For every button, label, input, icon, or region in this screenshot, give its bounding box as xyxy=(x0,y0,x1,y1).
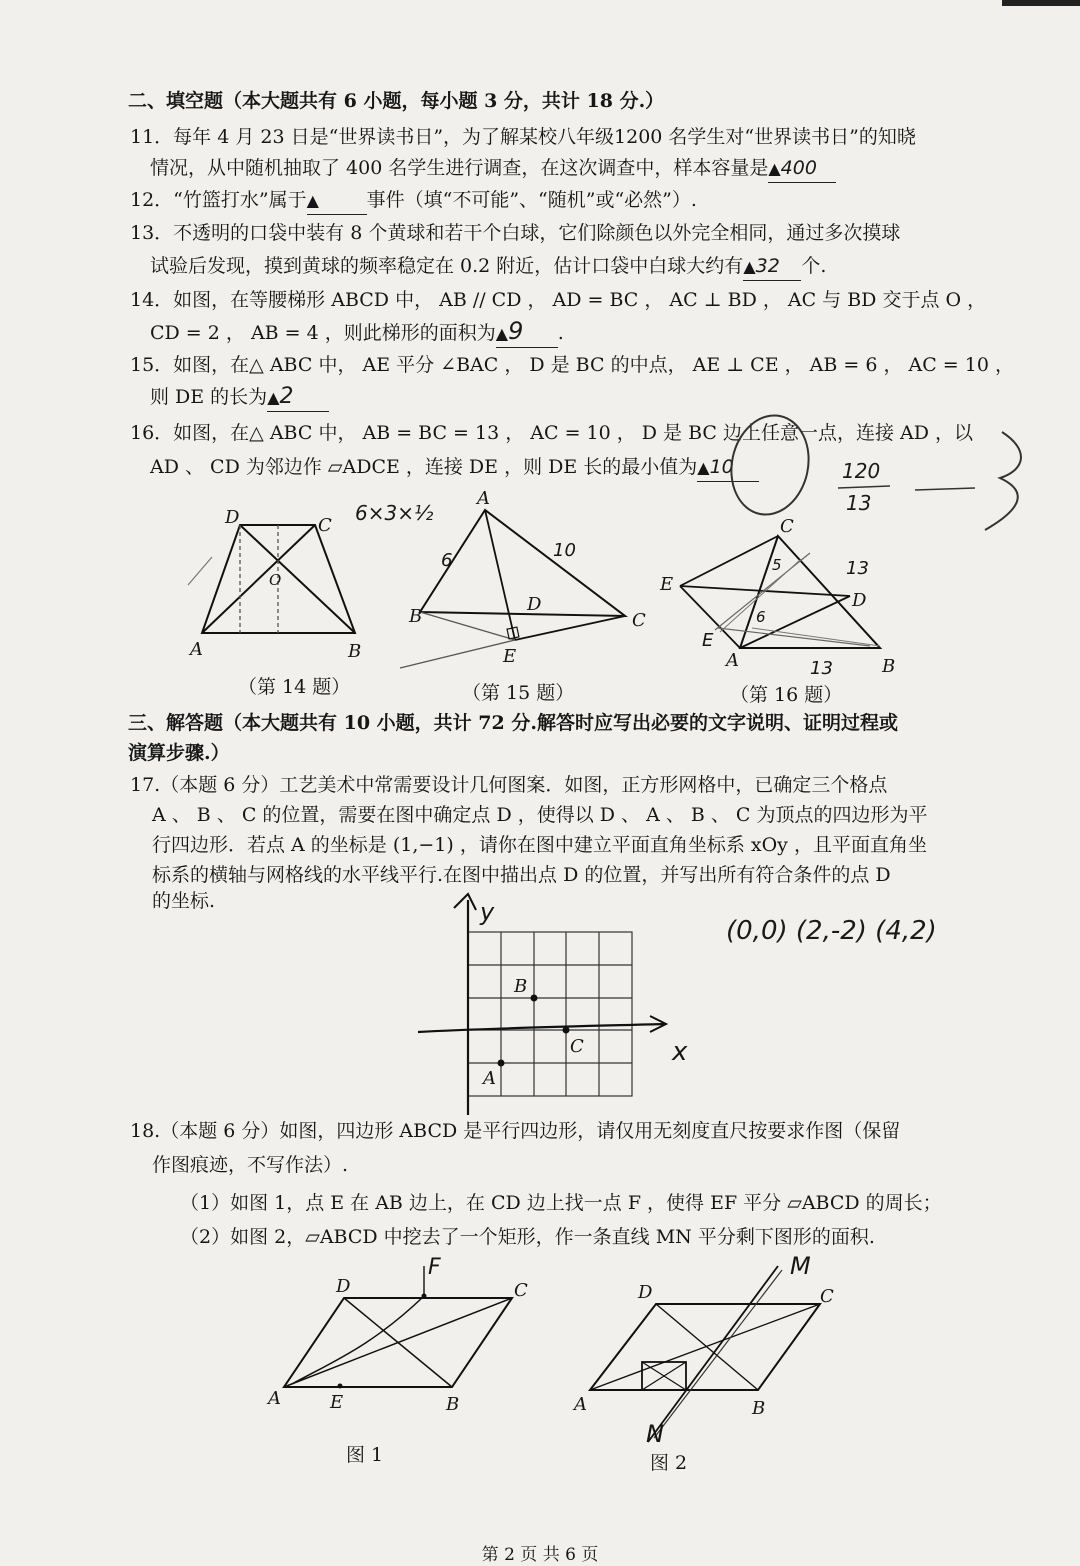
label-A: A xyxy=(190,639,203,660)
q14-text: CD = 2 ， AB = 4 ，则此梯形的面积为 xyxy=(150,322,496,344)
label-M-handwritten: M xyxy=(790,1252,811,1280)
q13-line1: 13．不透明的口袋中装有 8 个黄球和若干个白球，它们除颜色以外完全相同，通过多次摸球 xyxy=(130,222,901,244)
answer-triangle: ▲ xyxy=(743,257,756,276)
q17-line3: 行四边形．若点 A 的坐标是 (1,−1) ，请你在图中建立平面直角坐标系 xOy ，且平面直角坐 xyxy=(152,834,927,856)
q13-text-post: 个. xyxy=(801,255,827,277)
label-O: O xyxy=(269,571,282,589)
answer-triangle: ▲ xyxy=(768,159,781,178)
page-footer: 第 2 页 共 6 页 xyxy=(481,1545,599,1565)
label-C: C xyxy=(570,1036,584,1057)
q11-line1: 11．每年 4 月 23 日是“世界读书日”，为了解某校八年级1200 名学生对“世界读书日”的知晓 xyxy=(130,126,916,148)
label-E: E xyxy=(330,1392,344,1413)
q18-part2: （2）如图 2，▱ABCD 中挖去了一个矩形，作一条直线 MN 平分剩下图形的面积. xyxy=(180,1226,875,1248)
figure-14-trapezoid xyxy=(160,505,380,675)
answer-triangle: ▲ xyxy=(495,324,509,343)
q13-handwritten-answer: 32 xyxy=(755,255,780,277)
label-E: E xyxy=(660,574,674,595)
q17-line4: 标系的横轴与网格线的水平线平行.在图中描出点 D 的位置，并写出所有符合条件的点 D xyxy=(152,864,891,886)
label-D: D xyxy=(638,1282,653,1303)
caption-figure-14: （第 14 题） xyxy=(238,676,351,698)
label-B: B xyxy=(409,606,423,627)
label-A: A xyxy=(268,1388,281,1409)
label-D: D xyxy=(852,590,867,611)
q17-handwritten-answer: (0,0) (2,-2) (4,2) xyxy=(726,916,937,946)
label-B: B xyxy=(348,641,362,662)
q15-text: 则 DE 的长为 xyxy=(150,386,268,408)
section-heading-answer: 三、解答题（本大题共有 10 小题，共计 72 分.解答时应写出必要的文字说明、证明过程或 xyxy=(128,712,898,734)
length-10: 10 xyxy=(553,540,576,561)
label-A: A xyxy=(726,650,739,671)
q18-figure-1-parallelogram xyxy=(262,1255,532,1442)
point-B xyxy=(531,995,538,1002)
q18-part1: （1）如图 1，点 E 在 AB 边上，在 CD 边上找一点 F ，使得 EF 平分 ▱ABCD 的周长； xyxy=(180,1192,942,1214)
label-N-handwritten: N xyxy=(646,1420,664,1448)
q14-handwritten-answer: 9 xyxy=(508,317,524,345)
section-heading-answer-line2: 演算步骤.） xyxy=(128,742,230,764)
q14-line1: 14．如图，在等腰梯形 ABCD 中， AB // CD ， AD = BC ， AC ⊥ BD ， AC 与 BD 交于点 O ， xyxy=(130,289,987,311)
section-heading-fill-in: 二、填空题（本大题共有 6 小题，每小题 3 分，共计 18 分.） xyxy=(128,90,665,112)
length-13-upper: 13 xyxy=(846,558,869,579)
point-A xyxy=(498,1060,505,1067)
label-C: C xyxy=(820,1286,834,1307)
q11-handwritten-answer: 400 xyxy=(780,157,817,179)
q16-text: AD 、 CD 为邻边作 ▱ADCE ，连接 DE ，则 DE 长的最小值为 xyxy=(150,456,698,478)
length-13-lower: 13 xyxy=(810,658,833,679)
label-B: B xyxy=(752,1398,766,1419)
q17-line5: 的坐标. xyxy=(152,890,216,912)
caption-figure-15: （第 15 题） xyxy=(462,682,575,704)
point-C xyxy=(563,1027,570,1034)
label-B: B xyxy=(514,976,528,997)
q17-line2: A 、 B 、 C 的位置，需要在图中确定点 D ，使得以 D 、 A 、 B 、 C 为顶点的四边形为平 xyxy=(152,804,928,826)
answer-triangle: ▲ xyxy=(697,458,710,477)
q16-line1: 16．如图，在△ ABC 中， AB = BC = 13 ， AC = 10 ， D 是 BC 边上任意一点，连接 AD ，以 xyxy=(130,422,974,444)
label-C: C xyxy=(318,515,332,536)
label-D: D xyxy=(527,594,542,615)
q13-text: 试验后发现，摸到黄球的频率稳定在 0.2 附近，估计口袋中白球大约有 xyxy=(150,255,744,277)
label-B: B xyxy=(882,656,896,677)
label-C: C xyxy=(632,610,646,631)
q18-figure-2-parallelogram xyxy=(568,1252,848,1452)
length-5: 5 xyxy=(772,556,782,574)
answer-triangle: ▲ xyxy=(306,191,319,210)
answer-triangle: ▲ xyxy=(267,388,280,407)
caption-q18-figure-1: 图 1 xyxy=(346,1444,384,1466)
q14-text-post: . xyxy=(557,322,564,344)
q15-handwritten-answer: 2 xyxy=(279,384,294,409)
q18-line1: 18.（本题 6 分）如图，四边形 ABCD 是平行四边形，请仅用无刻度直尺按要求作图（保留 xyxy=(130,1120,901,1142)
label-F-handwritten: F xyxy=(428,1255,441,1280)
label-B: B xyxy=(446,1394,460,1415)
label-D: D xyxy=(336,1276,351,1297)
x-axis xyxy=(418,1024,665,1032)
fig14-handwritten-area-note: 6×3×½ xyxy=(355,501,434,525)
q15-line1: 15．如图，在△ ABC 中， AE 平分 ∠BAC ， D 是 BC 的中点， AE ⊥ CE ， AB = 6 ， AC = 10 ， xyxy=(130,354,1014,376)
length-6: 6 xyxy=(756,608,766,626)
q11-text: 情况，从中随机抽取了 400 名学生进行调查，在这次调查中，样本容量是 xyxy=(150,157,769,179)
axis-label-y: y xyxy=(480,898,495,926)
length-6: 6 xyxy=(441,550,453,571)
axis-label-x: x xyxy=(672,1037,688,1067)
q18-line2: 作图痕迹，不写作法）. xyxy=(152,1154,349,1176)
caption-q18-figure-2: 图 2 xyxy=(650,1452,688,1474)
label-E-handwritten: E xyxy=(702,630,714,651)
q12-text-post: 事件（填“不可能”、“随机”或“必然”）. xyxy=(366,189,697,211)
figure-16-triangle xyxy=(660,518,900,688)
label-A: A xyxy=(477,488,490,509)
label-E: E xyxy=(503,646,517,667)
label-C: C xyxy=(514,1280,528,1301)
q16-note-numerator: 120 xyxy=(842,459,881,483)
q17-square-grid xyxy=(410,890,710,1120)
label-D: D xyxy=(225,507,240,528)
label-A: A xyxy=(574,1394,587,1415)
q16-note-denominator: 13 xyxy=(846,491,872,515)
caption-figure-16: （第 16 题） xyxy=(730,684,843,706)
label-C: C xyxy=(780,516,794,537)
q17-line1: 17.（本题 6 分）工艺美术中常需要设计几何图案．如图，正方形网格中，已确定三个格点 xyxy=(130,774,888,796)
q12-text-pre: 12．“竹篮打水”属于 xyxy=(130,189,307,211)
figure-15-triangle xyxy=(395,488,655,667)
q16-handwritten-answer: 10 xyxy=(709,456,734,478)
label-A: A xyxy=(483,1068,496,1089)
